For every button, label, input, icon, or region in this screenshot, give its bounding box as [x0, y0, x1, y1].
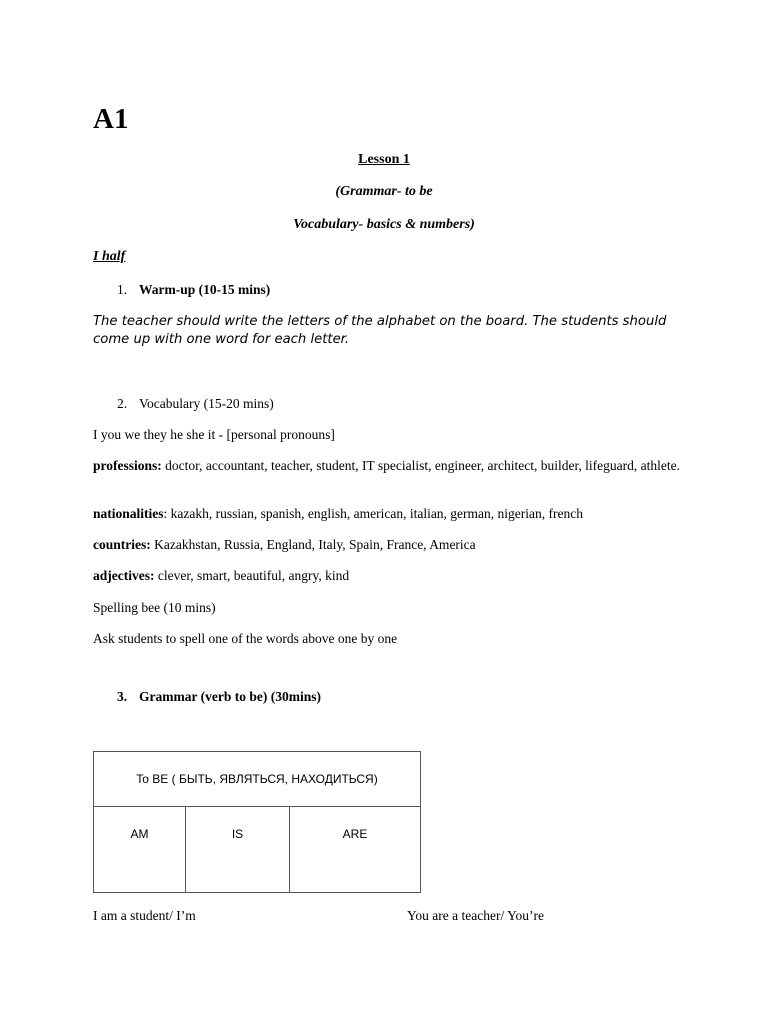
adjectives-label: adjectives:: [93, 568, 155, 583]
grammar-heading: [117, 688, 321, 705]
countries-label: countries:: [93, 537, 151, 552]
countries-text: Kazakhstan, Russia, England, Italy, Spain, France, America: [150, 537, 476, 552]
spelling-instruction-line: Ask students to spell one of the words above one by one: [93, 631, 398, 646]
countries-line: [93, 536, 683, 553]
adjectives-text: clever, smart, beautiful, angry, kind: [154, 568, 350, 583]
warmup-title: Warm-up (10-15 mins): [139, 282, 271, 297]
professions-label: professions:: [93, 458, 162, 473]
lesson-title: Lesson 1: [358, 152, 410, 167]
to-be-table-header: To BE ( БЫТЬ, ЯВЛЯТЬСЯ, НАХОДИТЬСЯ): [94, 752, 421, 807]
adjectives-line: [93, 567, 683, 584]
table-cell-are: ARE: [290, 807, 421, 893]
list-number: 2.: [117, 396, 128, 411]
warmup-instructions: The teacher should write the letters of the alphabet on the board. The students should come up with one word for each letter.: [93, 314, 667, 347]
example-left: I am a student/ I’m: [93, 908, 196, 923]
spelling-bee-line: Spelling bee (10 mins): [93, 600, 216, 615]
list-number: 3.: [117, 689, 128, 704]
nationalities-label: nationalities: [93, 506, 164, 521]
half-label: I half: [93, 249, 126, 264]
table-cell-is: IS: [186, 807, 290, 893]
grammar-subtitle: (Grammar- to be: [335, 184, 433, 199]
nationalities-line: [93, 505, 683, 522]
nationalities-text: : kazakh, russian, spanish, english, american, italian, german, nigerian, french: [163, 506, 583, 521]
list-number: 1.: [117, 282, 128, 297]
vocabulary-heading: [117, 395, 274, 412]
level-heading: A1: [93, 103, 129, 135]
to-be-table: [93, 751, 421, 893]
vocabulary-title: Vocabulary (15-20 mins): [139, 396, 274, 411]
professions-line: [93, 457, 683, 474]
grammar-title: Grammar (verb to be) (30mins): [139, 689, 321, 704]
warmup-heading: [117, 281, 270, 298]
pronouns-line: I you we they he she it - [personal pronouns]: [93, 427, 335, 442]
professions-text: doctor, accountant, teacher, student, IT specialist, engineer, architect, builder, lifeguard, athlete.: [161, 458, 681, 473]
example-right: You are a teacher/ You’re: [407, 908, 544, 923]
vocabulary-subtitle: Vocabulary- basics & numbers): [293, 217, 475, 232]
table-cell-am: AM: [94, 807, 186, 893]
